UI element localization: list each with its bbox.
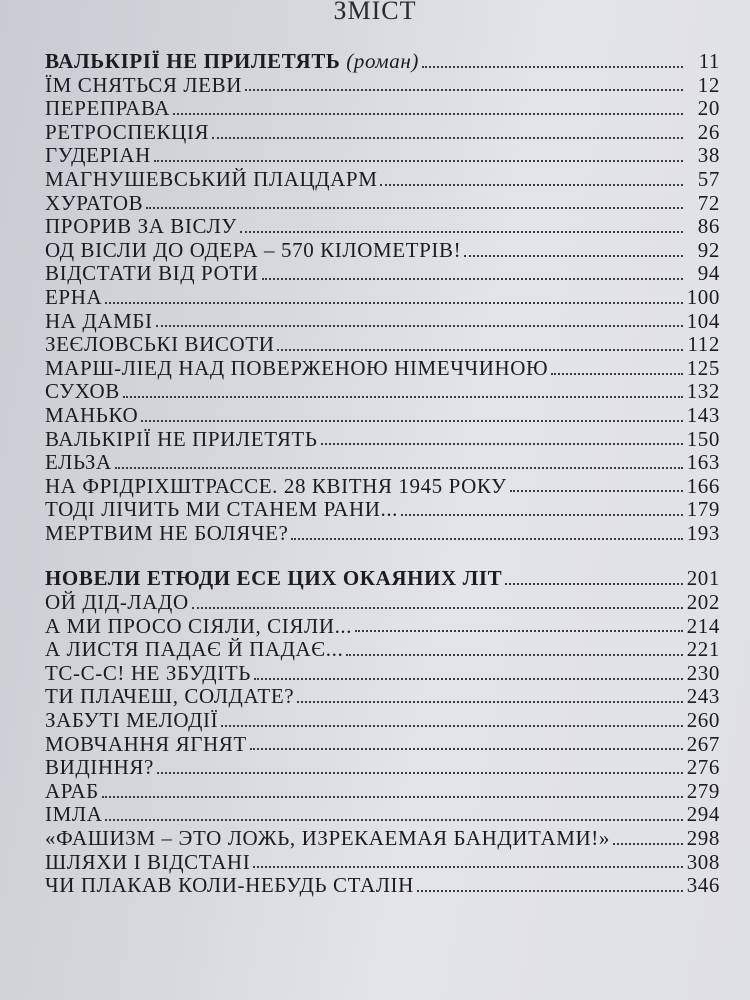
toc-entry-label: А МИ ПРОСО СІЯЛИ, СІЯЛИ... <box>45 613 353 638</box>
page-number: 104 <box>686 308 720 333</box>
dot-leader <box>245 89 683 91</box>
toc-entry-label: А ЛИСТЯ ПАДАЄ Й ПАДАЄ... <box>45 637 344 662</box>
page-number: 11 <box>698 49 720 73</box>
dot-leader <box>510 490 683 492</box>
toc-entry <box>45 404 720 428</box>
toc-entry <box>45 333 720 357</box>
dot-leader <box>355 630 683 632</box>
toc-entry <box>45 522 720 546</box>
dot-leader <box>123 396 683 398</box>
page-number: 143 <box>686 402 720 427</box>
toc-entry <box>45 498 720 522</box>
toc-entry <box>45 428 720 452</box>
dot-leader <box>551 373 683 375</box>
toc-section-heading <box>45 567 720 591</box>
toc-entry <box>45 286 720 310</box>
page-number: 221 <box>686 637 720 662</box>
page-number: 20 <box>697 96 720 121</box>
dot-leader <box>422 66 683 68</box>
toc-entry-label: ГУДЕРІАН <box>45 143 151 168</box>
toc-entry-label: ПЕРЕПРАВА <box>45 96 171 121</box>
dot-leader <box>321 443 683 445</box>
dot-leader <box>105 819 683 821</box>
dot-leader <box>346 654 683 656</box>
toc-entry-label: ІМЛА <box>45 802 103 827</box>
toc-entry-label: МАРШ-ЛІЕД НАД ПОВЕРЖЕНОЮ НІМЕЧЧИНОЮ <box>45 355 549 380</box>
page-number: 308 <box>686 849 720 874</box>
toc-entry <box>45 591 720 615</box>
toc-entry-label: ТС-С-С! НЕ ЗБУДІТЬ <box>45 660 251 685</box>
page-number: 72 <box>697 190 720 215</box>
toc-entry-label: ЇМ СНЯТЬСЯ ЛЕВИ <box>45 72 242 97</box>
toc-entry <box>45 144 720 168</box>
dot-leader <box>250 748 683 750</box>
page-title: ЗМІСТ <box>333 0 417 25</box>
toc-entry-label: ШЛЯХИ І ВІДСТАНІ <box>45 849 251 874</box>
page-number: 26 <box>697 119 720 144</box>
toc-entry <box>45 662 720 686</box>
toc-entry <box>45 215 720 239</box>
dot-leader <box>417 890 683 892</box>
toc-entry <box>45 239 720 263</box>
page-number: 267 <box>686 731 720 756</box>
toc-entry <box>45 192 720 216</box>
toc-entry-label: МЕРТВИМ НЕ БОЛЯЧЕ? <box>45 520 289 545</box>
page-number: 112 <box>687 332 720 357</box>
toc-entry-label: НА ФРІДРІХШТРАССЕ. 28 КВІТНЯ 1945 РОКУ <box>45 473 507 498</box>
page-number: 294 <box>686 802 720 827</box>
toc-entry <box>45 874 720 898</box>
toc-entry <box>45 851 720 875</box>
toc-entry <box>45 475 720 499</box>
toc-entry <box>45 310 720 334</box>
toc-entry <box>45 451 720 475</box>
toc-entry-label: ЗЕЄЛОВСЬКІ ВИСОТИ <box>45 332 275 357</box>
toc-entry-label: НА ДАМБІ <box>45 308 153 333</box>
dot-leader <box>146 207 683 209</box>
toc-entry-label: ОЙ ДІД-ЛАДО <box>45 590 189 615</box>
dot-leader <box>464 255 683 257</box>
page-number: 100 <box>686 284 720 309</box>
section-heading-label: НОВЕЛИ ЕТЮДИ ЕСЕ ЦИХ ОКАЯНИХ ЛІТ <box>45 566 503 591</box>
toc-entry <box>45 709 720 733</box>
page-number: 12 <box>697 72 720 97</box>
page-number: 57 <box>697 166 720 191</box>
toc-entry-label: МОВЧАННЯ ЯГНЯТ <box>45 731 247 756</box>
dot-leader <box>141 420 683 422</box>
toc-entry-label: ПРОРИВ ЗА ВІСЛУ <box>45 214 237 239</box>
toc-entry <box>45 168 720 192</box>
toc-entry <box>45 380 720 404</box>
page-number: 260 <box>686 708 720 733</box>
toc-entry-label: ВИДІННЯ? <box>45 755 154 780</box>
page-number: 346 <box>686 873 720 898</box>
page-number: 279 <box>686 778 720 803</box>
toc-entry-label: РЕТРОСПЕКЦІЯ <box>45 119 210 144</box>
page-number: 86 <box>697 214 720 239</box>
dot-leader <box>262 278 683 280</box>
dot-leader <box>105 302 683 304</box>
toc-entry-label: ВІДСТАТИ ВІД РОТИ <box>45 261 259 286</box>
dot-leader <box>115 467 683 469</box>
dot-leader <box>380 184 683 186</box>
page-number: 125 <box>686 355 720 380</box>
dot-leader <box>157 772 683 774</box>
toc-entry-label: ЕЛЬЗА <box>45 450 112 475</box>
page-number: 92 <box>697 237 720 262</box>
dot-leader <box>156 325 683 327</box>
table-of-contents <box>45 50 720 898</box>
dot-leader <box>212 137 683 139</box>
page-number: 163 <box>686 450 720 475</box>
page-number: 214 <box>686 613 720 638</box>
section-subtitle: (роман) <box>346 49 419 73</box>
dot-leader <box>505 583 683 585</box>
toc-entry <box>45 638 720 662</box>
toc-entry-label: ЗАБУТІ МЕЛОДІЇ <box>45 708 219 733</box>
section-heading-label: ВАЛЬКІРІЇ НЕ ПРИЛЕТЯТЬ (роман) <box>45 49 419 73</box>
page-number: 298 <box>686 826 720 850</box>
toc-entry-label: ВАЛЬКІРІЇ НЕ ПРИЛЕТЯТЬ <box>45 426 318 451</box>
toc-entry <box>45 97 720 121</box>
page-number: 179 <box>686 497 720 522</box>
toc-section-heading <box>45 50 720 74</box>
page-number: 276 <box>686 755 720 780</box>
toc-entry <box>45 615 720 639</box>
toc-entry <box>45 685 720 709</box>
dot-leader <box>297 701 683 703</box>
page-number: 150 <box>686 426 720 451</box>
dot-leader <box>277 349 683 351</box>
toc-entry <box>45 756 720 780</box>
toc-entry <box>45 357 720 381</box>
dot-leader <box>192 607 683 609</box>
dot-leader <box>253 866 683 868</box>
page-number: 202 <box>686 590 720 615</box>
toc-entry-label: ТОДІ ЛІЧИТЬ МИ СТАНЕМ РАНИ... <box>45 497 399 522</box>
toc-entry-label: АРАБ <box>45 778 99 803</box>
page-number: 132 <box>686 379 720 404</box>
toc-entry <box>45 803 720 827</box>
dot-leader <box>173 113 683 115</box>
toc-entry <box>45 733 720 757</box>
toc-entry-label: МАГНУШЕВСЬКИЙ ПЛАЦДАРМ <box>45 166 378 191</box>
dot-leader <box>291 538 683 540</box>
dot-leader <box>240 231 683 233</box>
page-number: 201 <box>686 566 720 591</box>
toc-entry <box>45 262 720 286</box>
toc-entry <box>45 827 720 851</box>
dot-leader <box>154 160 683 162</box>
toc-entry-label: «ФАШИЗМ – ЭТО ЛОЖЬ, ИЗРЕКАЕМАЯ БАНДИТАМИ!» <box>45 826 610 850</box>
page-number: 243 <box>686 684 720 709</box>
page-number: 230 <box>686 660 720 685</box>
toc-entry-label: ОД ВІСЛИ ДО ОДЕРА – 570 КІЛОМЕТРІВ! <box>45 237 462 262</box>
dot-leader <box>613 843 683 845</box>
page-number: 94 <box>697 261 720 286</box>
dot-leader <box>254 678 683 680</box>
toc-entry-label: МАНЬКО <box>45 402 139 427</box>
dot-leader <box>102 796 683 798</box>
toc-entry <box>45 121 720 145</box>
toc-entry-label: ЕРНА <box>45 284 103 309</box>
toc-entry-label: ЧИ ПЛАКАВ КОЛИ-НЕБУДЬ СТАЛІН <box>45 873 414 898</box>
toc-entry <box>45 74 720 98</box>
toc-entry-label: ХУРАТОВ <box>45 190 144 215</box>
page-number: 166 <box>686 473 720 498</box>
toc-entry-label: ТИ ПЛАЧЕШ, СОЛДАТЕ? <box>45 684 295 709</box>
page-number: 193 <box>686 520 720 545</box>
dot-leader <box>221 725 683 727</box>
toc-entry <box>45 780 720 804</box>
dot-leader <box>401 514 683 516</box>
page-number: 38 <box>697 143 720 168</box>
toc-entry-label: СУХОВ <box>45 379 120 404</box>
